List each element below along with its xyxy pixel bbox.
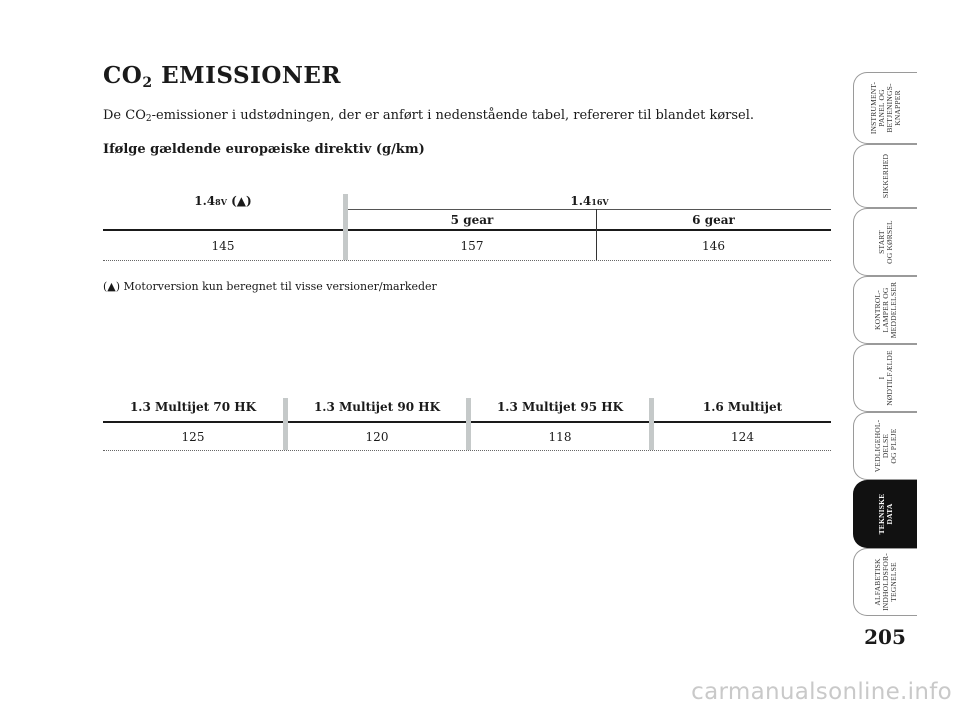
table1-subheader-6-gear: 6 gear	[692, 213, 735, 227]
table1-column-divider	[343, 194, 348, 260]
emissions-table-diesel	[103, 396, 831, 452]
table2-divider-3	[649, 398, 654, 450]
table1-subheader-5-gear: 5 gear	[450, 213, 494, 227]
tab-safety[interactable]: SIKKERHED	[853, 144, 917, 208]
tab-warning-lights[interactable]: KONTROL- LAMPER OG MEDDELELSER	[853, 276, 917, 344]
intro-paragraph: De $CO_2$-emissioner i udstødningen, der er anført i nedenstående tabel, refererer til blandet kørsel.	[103, 108, 755, 124]
table2-header-95hk: 1.3 Multijet 95 HK	[496, 400, 624, 414]
table1-value-6-gear: 146	[702, 239, 725, 253]
tab-start-driving[interactable]: START OG KØRSEL	[853, 208, 917, 276]
table1-value-5-gear: 157	[460, 239, 484, 253]
tab-maintenance[interactable]: VEDLIGEHOL- DELSE OG PLEJE	[853, 412, 917, 480]
table2-value-1.6: 124	[731, 430, 754, 444]
table2-value-90hk: 120	[365, 430, 389, 444]
table1-gear-divider	[596, 209, 597, 260]
page-number: 205	[864, 625, 906, 649]
footnote: (▲) Motorversion kun beregnet til visse versioner/markeder	[103, 280, 437, 293]
table1-header-1.4-16v: 1.416V	[570, 194, 609, 208]
table2-header-90hk: 1.3 Multijet 90 HK	[313, 400, 441, 414]
tab-index[interactable]: ALFABETISK INDHOLDSFOR- TEGNELSE	[853, 548, 917, 616]
table1-value-1.4-8v: 145	[211, 239, 235, 253]
table2-divider-2	[466, 398, 471, 450]
watermark: carmanualsonline.info	[691, 679, 952, 705]
tab-instrument-panel[interactable]: INSTRUMENT- PANEL OG BETJENINGS- KNAPPER	[853, 72, 917, 144]
page-title: $CO_2$ EMISSIONER	[103, 62, 342, 91]
table2-value-95hk: 118	[548, 430, 572, 444]
table2-header-70hk: 1.3 Multijet 70 HK	[129, 400, 257, 414]
table1-bottom-rule	[103, 260, 831, 261]
table1-header-1.4-8v: 1.48V (▲)	[194, 194, 252, 208]
tab-emergency[interactable]: I NØDTILFÆLDE	[853, 344, 917, 412]
table2-bottom-rule	[103, 450, 831, 451]
directive-subheading: Ifølge gældende europæiske direktiv (g/km)	[103, 142, 425, 157]
table2-divider-1	[283, 398, 288, 450]
table2-header-1.6: 1.6 Multijet	[702, 400, 783, 414]
table1-subheader-rule	[348, 209, 831, 210]
emissions-table-petrol	[103, 188, 831, 262]
table1-header-rule	[103, 229, 831, 231]
tab-technical-data[interactable]: TEKNISKE DATA	[853, 480, 917, 548]
table2-value-70hk: 125	[181, 430, 205, 444]
